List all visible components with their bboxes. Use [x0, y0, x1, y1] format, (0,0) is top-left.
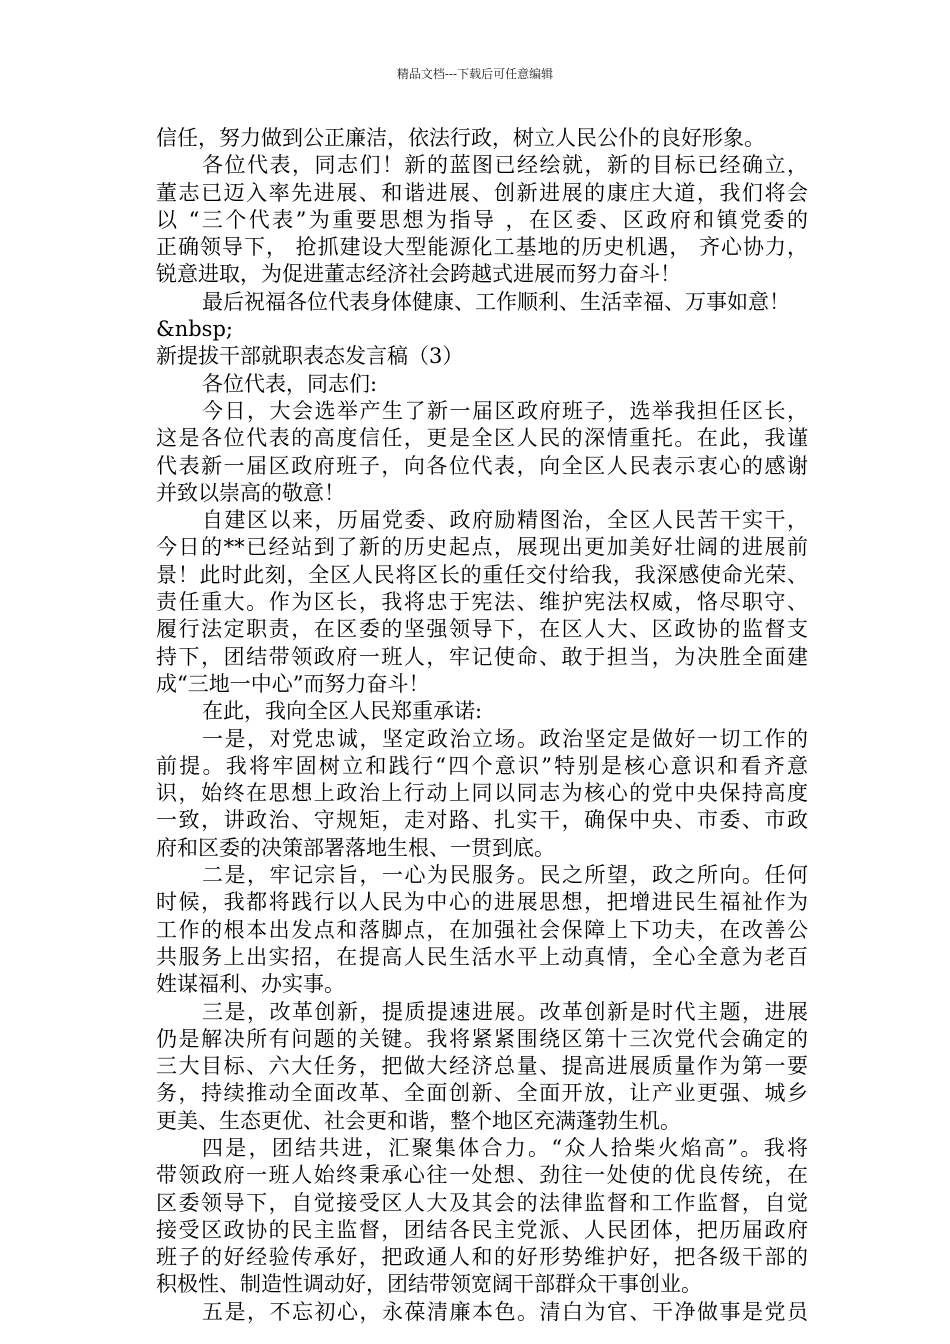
- text-line: 仍是解决所有问题的关键。我将紧紧围绕区第十三次党代会确定的: [156, 1026, 808, 1051]
- text-line: 正确领导下， 抢抓建设大型能源化工基地的历史机遇， 齐心协力，: [156, 235, 808, 260]
- text-line: 带领政府一班人始终秉承心往一处想、劲往一处使的优良传统，在: [156, 1163, 808, 1188]
- text-line: 并致以崇高的敬意！: [156, 480, 345, 505]
- text-line: 二是，牢记宗旨，一心为民服务。民之所望，政之所向。任何: [202, 863, 808, 888]
- text-line: 以 “三个代表”为重要思想为指导 ，在区委、区政府和镇党委的: [156, 207, 808, 232]
- text-line: 责任重大。作为区长，我将忠于宪法、维护宪法权威，恪尽职守、: [156, 590, 808, 615]
- text-line: 区委领导下，自觉接受区人大及其会的法律监督和工作监督，自觉: [156, 1190, 808, 1215]
- text-line: 这是各位代表的高度信任，更是全区人民的深情重托。在此，我谨: [156, 426, 808, 451]
- text-line: 成“三地一中心”而努力奋斗！: [156, 671, 430, 696]
- text-line: 府和区委的决策部署落地生根、一贯到底。: [156, 835, 555, 860]
- text-line: 履行法定职责，在区委的坚强领导下，在区人大、区政协的监督支: [156, 617, 808, 642]
- text-line: 班子的好经验传承好，把政通人和的好形势维护好，把各级干部的: [156, 1245, 808, 1270]
- text-line: 接受区政协的民主监督，团结各民主党派、人民团体，把历届政府: [156, 1217, 808, 1242]
- text-line: 信任，努力做到公正廉洁，依法行政，树立人民公仆的良好形象。: [156, 126, 765, 150]
- text-line: 三大目标、六大任务，把做大经济总量、提高进展质量作为第一要: [156, 1054, 808, 1079]
- text-line: 前提。我将牢固树立和践行“四个意识”特别是核心意识和看齐意: [156, 753, 808, 778]
- text-line: 最后祝福各位代表身体健康、工作顺利、生活幸福、万事如意！: [202, 289, 790, 314]
- text-line: &nbsp;: [156, 317, 233, 342]
- text-line: 共服务上出实招，在提高人民生活水平上动真情，全心全意为老百: [156, 944, 808, 969]
- text-line: 更美、生态更优、社会更和谐，整个地区充满蓬勃生机。: [156, 1108, 681, 1133]
- text-line: 各位代表，同志们！新的蓝图已经绘就，新的目标已经确立，: [202, 153, 808, 178]
- text-line: 识，始终在思想上政治上行动上同以同志为核心的党中央保持高度: [156, 781, 808, 806]
- text-line: 时候，我都将践行以人民为中心的进展思想，把增进民生福祉作为: [156, 890, 808, 915]
- text-line: 工作的根本出发点和落脚点，在加强社会保障上下功夫，在改善公: [156, 917, 808, 942]
- text-line: 景！此时此刻，全区人民将区长的重任交付给我，我深感使命光荣、: [156, 562, 808, 587]
- text-line: 各位代表，同志们:: [202, 371, 378, 396]
- text-line: 今日，大会选举产生了新一届区政府班子，选举我担任区长，: [202, 398, 808, 423]
- text-line: 代表新一届区政府班子，向各位代表，向全区人民表示衷心的感谢: [156, 453, 808, 478]
- text-line: 四是，团结共进，汇聚集体合力。“众人拾柴火焰高”。我将: [202, 1135, 808, 1160]
- text-line: 自建区以来，历届党委、政府励精图治，全区人民苦干实干，: [202, 508, 808, 533]
- text-line: 务，持续推动全面改革、全面创新、全面开放，让产业更强、城乡: [156, 1081, 808, 1106]
- text-line: 五是，不忘初心，永葆清廉本色。清白为官、干净做事是党员: [202, 1299, 808, 1324]
- page-header: 精品文档---下载后可任意编辑: [396, 67, 554, 81]
- text-line: 董志已迈入率先进展、和谐进展、创新进展的康庄大道，我们将会: [156, 180, 808, 205]
- text-line: 一致，讲政治、守规矩，走对路、扎实干，确保中央、市委、市政: [156, 808, 808, 833]
- text-line: 积极性、制造性调动好，团结带领宽阔干部群众干事创业。: [156, 1272, 702, 1297]
- text-line: 锐意进取，为促进董志经济社会跨越式进展而努力奋斗！: [156, 262, 681, 287]
- text-line: 一是，对党忠诚，坚定政治立场。政治坚定是做好一切工作的: [202, 726, 808, 751]
- text-line: 今日的**已经站到了新的历史起点，展现出更加美好壮阔的进展前: [156, 535, 808, 560]
- text-line: 新提拔干部就职表态发言稿（3）: [156, 344, 464, 369]
- text-line: 在此，我向全区人民郑重承诺:: [202, 699, 483, 724]
- text-line: 三是，改革创新，提质提速进展。改革创新是时代主题，进展: [202, 999, 808, 1024]
- text-line: 持下，团结带领政府一班人，牢记使命、敢于担当，为决胜全面建: [156, 644, 808, 669]
- text-line: 姓谋福利、办实事。: [156, 972, 345, 997]
- document-body: [156, 125, 808, 1326]
